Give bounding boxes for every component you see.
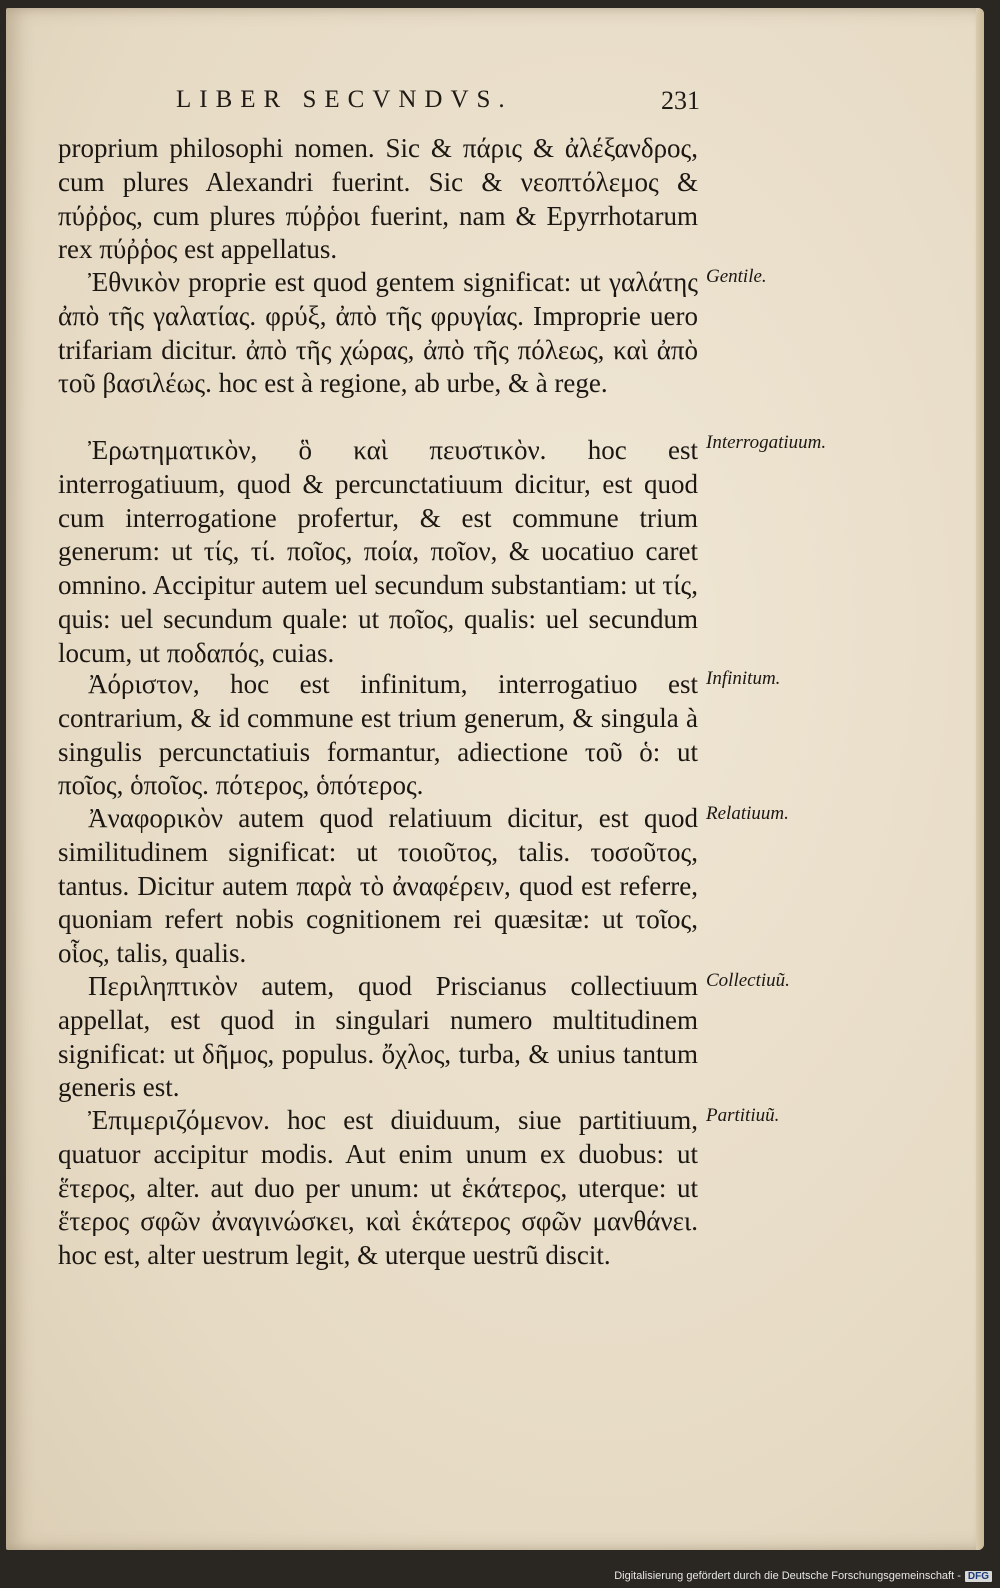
paragraph-aoriston: Ἀόριστον, hoc est infinitum, interrogatiuo est contrarium, & id commune est trium generum, & singula à singulis percunctatiuis formantur, adiectione τοῦ ὁ: ut ποῖος, ὁποῖος. πότερος, ὁπότερος.: [58, 669, 698, 801]
paragraph-erotematikon: Ἐρωτηματικὸν, ὃ καὶ πευστικὸν. hoc est interrogatiuum, quod & percunctatiuum dicitur, est quod cum interrogatione profertur, & est commune trium generum: ut τίς, τί. ποῖος, ποία, ποῖον, & uocatiuo caret omnino. Accipitur autem uel secundum substantiam: ut τίς, quis: uel secundum quale: ut ποῖος, qualis: uel secundum locum, ut ποδαπός, cuias.: [58, 435, 698, 668]
digitization-credit: [614, 1570, 992, 1582]
credit-text: Digitalisierung gefördert durch die Deutsche Forschungsgemeinschaft -: [614, 1570, 961, 1582]
marginal-note-collectiuum: Collectiuũ.: [706, 970, 790, 991]
main-text-block: [58, 132, 698, 1272]
page-number: 231: [661, 86, 700, 115]
paragraph-1: proprium philosophi nomen. Sic & πάρις & ἀλέξανδρος, cum plures Alexandri fuerint. Sic & νεοπτόλεμος & πύῤῥος, cum plures πύῤῥοι fuerint, nam & Epyrrhotarum rex πύῤῥος est appellatus.: [58, 133, 698, 265]
running-title: LIBER SECVNDVS.: [176, 86, 513, 113]
marginal-note-partitiuum: Partitiuũ.: [706, 1105, 780, 1126]
dfg-logo: DFG: [965, 1571, 992, 1582]
marginal-note-interrogatiuum: Interrogatiuum.: [706, 432, 827, 453]
paragraph-perileptikon: Περιληπτικὸν autem, quod Priscianus collectiuum appellat, est quod in singulari numero multitudinem significat: ut δῆμος, populus. ὄχλος, turba, & unius tantum generis est.: [58, 971, 698, 1103]
marginal-note-relatiuum: Relatiuum.: [706, 803, 789, 824]
paragraph-ethnikon: Ἐθνικὸν proprie est quod gentem significat: ut γαλάτης ἀπὸ τῆς γαλατίας. φρύξ, ἀπὸ τῆς φρυγίας. Improprie uero trifariam dicitur. ἀπὸ τῆς χώρας, ἀπὸ τῆς πόλεως, καὶ ἀπὸ τοῦ βασιλέως. hoc est à regione, ab urbe, & à rege.: [58, 267, 698, 399]
page-edge: [976, 8, 984, 1550]
paragraph-anaphorikon: Ἀναφορικὸν autem quod relatiuum dicitur, est quod similitudinem significat: ut τοιοῦτος, talis. τοσοῦτος, tantus. Dicitur autem παρὰ τὸ ἀναφέρειν, quod est referre, quoniam refert nobis cognitionem rei quæsitæ: ut τοῖος, οἷος, talis, qualis.: [58, 803, 698, 969]
marginal-note-infinitum: Infinitum.: [706, 668, 781, 689]
marginal-note-gentile: Gentile.: [706, 266, 767, 287]
book-page: [6, 8, 984, 1550]
paragraph-epimerizomenon: Ἐπιμεριζόμενον. hoc est diuiduum, siue partitiuum, quatuor accipitur modis. Aut enim unum ex duobus: ut ἕτερος, alter. aut duo per unum: ut ἑκάτερος, uterque: ut ἕτερος σφῶν ἀναγινώσκει, καὶ ἑκάτερος σφῶν μανθάνει. hoc est, alter uestrum legit, & uterque uestrũ discit.: [58, 1105, 698, 1271]
